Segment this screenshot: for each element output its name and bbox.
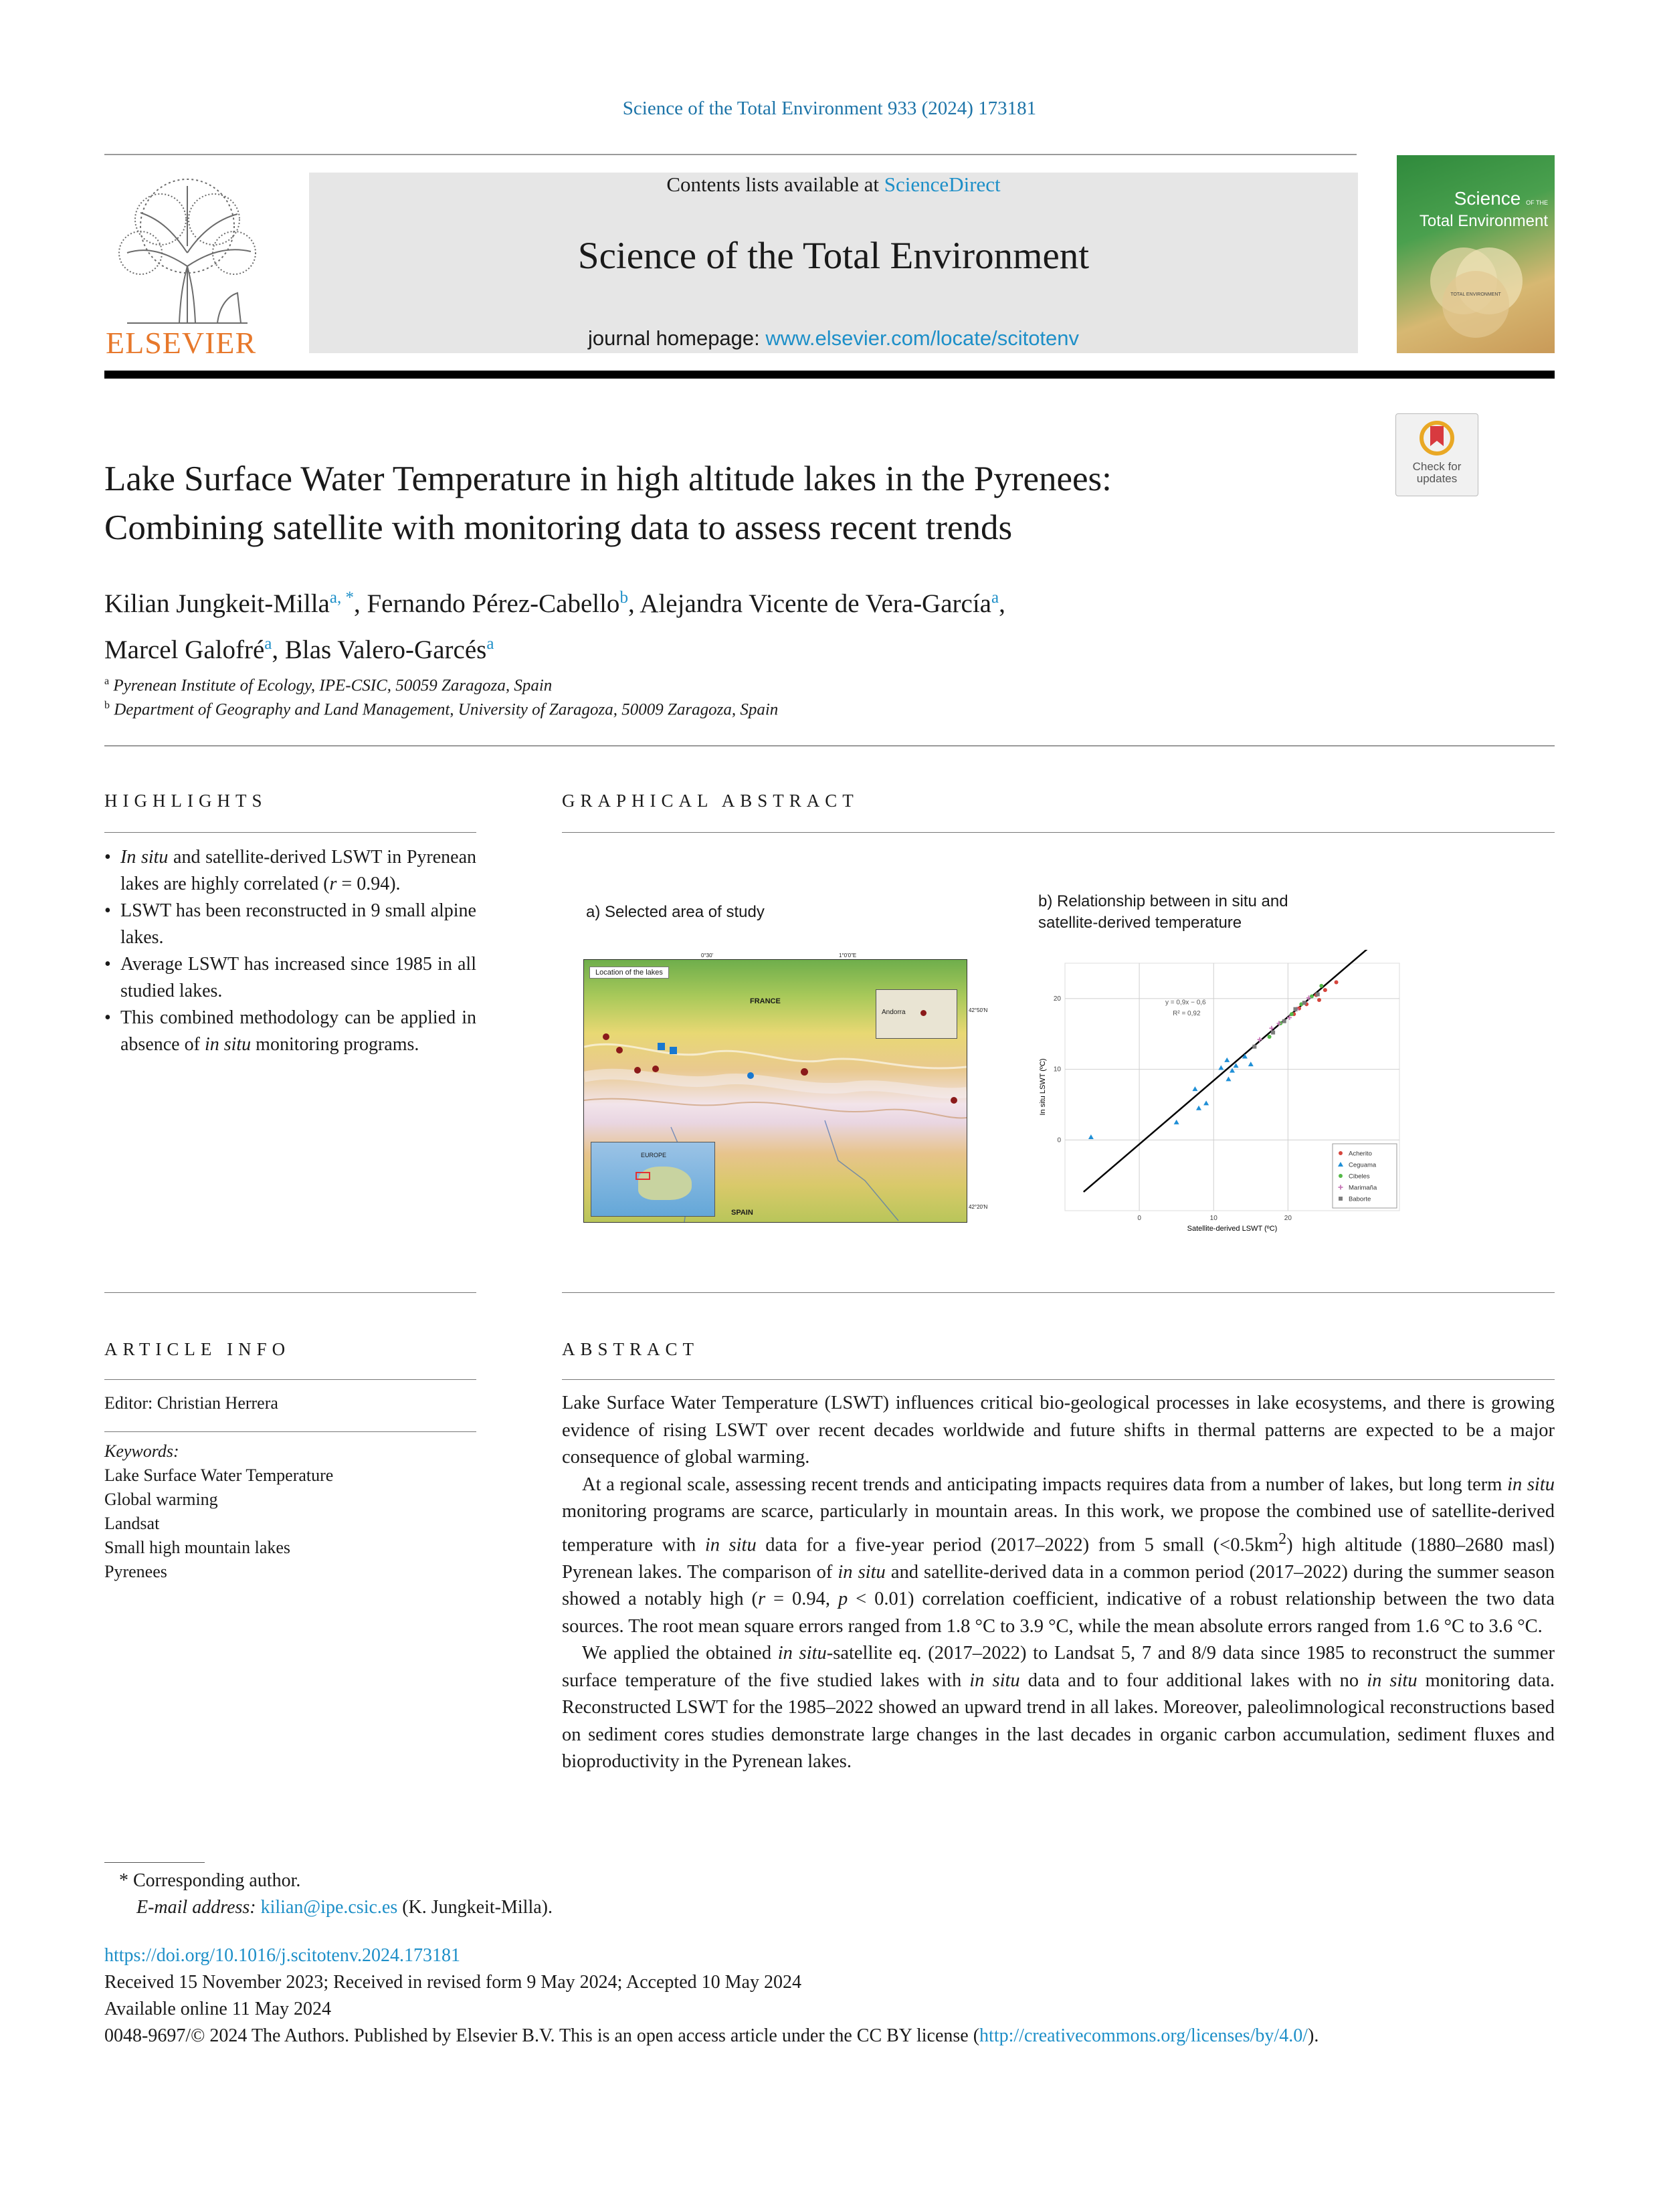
lake-marker[interactable] bbox=[747, 1072, 754, 1079]
data-point bbox=[1293, 1007, 1297, 1011]
available-online: Available online 11 May 2024 bbox=[104, 1999, 332, 2019]
keyword: Landsat bbox=[104, 1514, 160, 1533]
keyword: Lake Surface Water Temperature bbox=[104, 1466, 334, 1485]
data-point bbox=[1316, 993, 1320, 997]
abstract-paragraph: At a regional scale, assessing recent trends and anticipating impacts requires data from a number of lakes, but long term in situ monitoring programs are scarce, particularly in mountain areas. In this work, we propose the combined use of satellite-derived temperature with in situ data for a five-year period (2017–2022) from 5 small $(<0.5km^2)$ high altitude (1880–2680 masl) Pyrenean lakes. The comparison of in situ and satellite-derived data in a common period (2017–2022) during the summer season showed a notably high (r = 0.94, p < 0.01) correlation coefficient, indicative of a robust relationship between the two data sources. The root mean square errors ranged from 1.8 °C to 3.9 °C, while the mean absolute errors ranged from 1.6 °C to 3.6 °C. bbox=[562, 1474, 1555, 1637]
lake-marker[interactable] bbox=[658, 1043, 665, 1050]
cover-title: Science OF THE Total Environment bbox=[1419, 188, 1548, 230]
author-1[interactable]: Kilian Jungkeit-Milla bbox=[104, 589, 330, 618]
legend-label: Baborte bbox=[1349, 1195, 1371, 1203]
article-info-rule bbox=[104, 1379, 476, 1380]
data-point bbox=[1302, 1001, 1306, 1005]
publisher-name: ELSEVIER bbox=[106, 326, 257, 360]
affiliation-rule bbox=[104, 745, 1555, 746]
keywords-label: Keywords: bbox=[104, 1441, 179, 1461]
regression-equation: y = 0,9x − 0,6 bbox=[1165, 999, 1206, 1007]
y-tick-label: 10 bbox=[1053, 1066, 1061, 1074]
license-line: 0048-9697/© 2024 The Authors. Published by Elsevier B.V. This is an open access article under the CC BY license (http://creativecommons.org/licenses/by/4.0/). bbox=[104, 2025, 1319, 2046]
lake-marker[interactable] bbox=[670, 1047, 677, 1054]
andorra-label: Andorra bbox=[882, 1009, 906, 1016]
y-tick-label: 0 bbox=[1057, 1136, 1061, 1144]
header-thick-rule bbox=[104, 371, 1555, 379]
map-tick-lat1: 42°50'N bbox=[969, 1007, 988, 1013]
x-tick-label: 20 bbox=[1284, 1215, 1292, 1222]
europe-label: EUROPE bbox=[641, 1152, 667, 1159]
chart-caption: b) Relationship between in situ and satellite-derived temperature bbox=[1038, 892, 1288, 932]
graphical-abstract-rule bbox=[562, 832, 1555, 833]
article-info-heading: ARTICLE INFO bbox=[104, 1339, 291, 1359]
lake-marker[interactable] bbox=[801, 1068, 808, 1076]
email-link[interactable]: kilian@ipe.csic.es bbox=[260, 1897, 398, 1918]
legend-swatch bbox=[1339, 1174, 1343, 1178]
lake-marker[interactable] bbox=[616, 1047, 623, 1053]
abstract-body bbox=[562, 1390, 1555, 1776]
cover-graphic-icon bbox=[1416, 234, 1536, 348]
data-point bbox=[1297, 1007, 1301, 1011]
data-point bbox=[1323, 988, 1327, 992]
author-2[interactable]: Fernando Pérez-Cabello bbox=[367, 589, 620, 618]
map-caption: a) Selected area of study bbox=[586, 903, 765, 921]
highlight-item: • In situ and satellite-derived LSWT in Pyrenean lakes are highly correlated (r = 0.94). bbox=[104, 844, 476, 898]
abstract-paragraph: We applied the obtained in situ-satellite eq. (2017–2022) to Landsat 5, 7 and 8/9 data since 1985 to reconstruct the summer surface temperature of the five studied lakes with in situ data and to four additional lakes with no in situ monitoring data. Reconstructed LSWT for the 1985–2022 showed an upward trend in all lakes. Moreover, paleolimnological reconstructions based on sediment cores studies demonstrate large changes in the last decades in organic carbon accumulation, sediment fluxes and bioproductivity in the Pyrenean lakes. bbox=[562, 1643, 1555, 1772]
x-axis-label: Satellite-derived LSWT (ºC) bbox=[1187, 1225, 1278, 1233]
author-3[interactable]: Alejandra Vicente de Vera-García bbox=[640, 589, 991, 618]
data-point bbox=[1319, 984, 1323, 988]
legend-swatch bbox=[1339, 1197, 1343, 1201]
elsevier-tree-icon bbox=[100, 173, 274, 326]
bookmark-check-icon bbox=[1420, 421, 1454, 460]
lake-marker[interactable] bbox=[634, 1067, 641, 1074]
check-for-updates-badge[interactable] bbox=[1395, 413, 1478, 496]
abstract-rule bbox=[562, 1379, 1555, 1380]
legend-label: Cibeles bbox=[1349, 1173, 1370, 1181]
study-area-map[interactable] bbox=[583, 959, 967, 1223]
corresponding-author-note: * Corresponding author. bbox=[119, 1870, 301, 1891]
data-point bbox=[1271, 1031, 1275, 1035]
keyword: Global warming bbox=[104, 1490, 218, 1509]
cover-center-text: TOTAL ENVIRONMENT bbox=[1450, 292, 1501, 297]
legend-label: Acherito bbox=[1349, 1150, 1372, 1158]
highlight-item: • LSWT has been reconstructed in 9 small alpine lakes. bbox=[104, 898, 476, 951]
andorra-inset bbox=[876, 989, 957, 1039]
homepage-line: journal homepage: www.elsevier.com/locate/scitotenv bbox=[587, 326, 1080, 350]
keywords-rule bbox=[104, 1431, 476, 1432]
abstract-paragraph: Lake Surface Water Temperature (LSWT) influences critical bio-geological processes in lake ecosystems, and there is growing evidence of rising LSWT over recent decades worldwide and future shifts in thermal patterns are expected to be a major consequence of global warming. bbox=[562, 1393, 1555, 1468]
contents-line: Contents lists available at ScienceDirect bbox=[666, 173, 1001, 196]
header-rule bbox=[104, 154, 1357, 155]
data-point bbox=[1335, 981, 1339, 985]
highlight-item: • This combined methodology can be applied in absence of in situ monitoring programs. bbox=[104, 1005, 476, 1058]
x-tick-label: 10 bbox=[1209, 1215, 1217, 1222]
map-legend-box: Location of the lakes bbox=[589, 967, 669, 979]
y-axis-label: In situ LSWT (ºC) bbox=[1039, 1058, 1047, 1116]
footnote-rule bbox=[104, 1862, 205, 1863]
lake-marker[interactable] bbox=[951, 1097, 957, 1104]
data-point bbox=[1268, 1035, 1272, 1039]
regression-r2: R² = 0,92 bbox=[1173, 1010, 1201, 1018]
map-tick-lon2: 1°0'0"E bbox=[839, 952, 857, 959]
email-note: E-mail address: kilian@ipe.csic.es (K. Jungkeit-Milla). bbox=[136, 1897, 553, 1918]
author-5[interactable]: Blas Valero-Garcés bbox=[284, 635, 487, 664]
data-point bbox=[1290, 1012, 1294, 1016]
legend-label: Ceguama bbox=[1349, 1161, 1377, 1169]
lake-marker[interactable] bbox=[920, 1010, 926, 1016]
data-point bbox=[1317, 998, 1321, 1002]
lake-marker[interactable] bbox=[603, 1033, 609, 1040]
author-list: Kilian Jungkeit-Milla$^{a, *}$, Fernando Pérez-Cabello$^b$, Alejandra Vicente de Vera-García$^a$, Marcel Galofré$^a$, Blas Valero-Garcés$^a$ bbox=[104, 589, 1005, 664]
journal-title: Science of the Total Environment bbox=[577, 235, 1090, 277]
scatter-chart bbox=[1028, 950, 1416, 1251]
map-label-france: FRANCE bbox=[750, 997, 781, 1005]
keyword: Small high mountain lakes bbox=[104, 1538, 291, 1557]
data-point bbox=[1252, 1045, 1256, 1049]
lake-marker[interactable] bbox=[652, 1066, 659, 1072]
map-tick-lat2: 42°20'N bbox=[969, 1204, 988, 1210]
keyword: Pyrenees bbox=[104, 1562, 167, 1581]
right-section-rule bbox=[562, 1292, 1555, 1293]
doi-link[interactable]: https://doi.org/10.1016/j.scitotenv.2024.173181 bbox=[104, 1945, 460, 1966]
graphical-abstract-heading: GRAPHICAL ABSTRACT bbox=[562, 791, 859, 811]
legend-swatch bbox=[1339, 1151, 1343, 1155]
y-tick-label: 20 bbox=[1053, 995, 1061, 1003]
abstract-heading: ABSTRACT bbox=[562, 1339, 700, 1359]
elsevier-logo[interactable] bbox=[100, 173, 274, 360]
map-label-spain: SPAIN bbox=[731, 1209, 753, 1217]
editor-line: Editor: Christian Herrera bbox=[104, 1393, 278, 1413]
sciencedirect-link[interactable]: ScienceDirect bbox=[884, 173, 1001, 196]
highlight-item: • Average LSWT has increased since 1985 in all studied lakes. bbox=[104, 951, 476, 1005]
highlights-list bbox=[104, 844, 476, 1058]
affiliation-b: $^b$ Department of Geography and Land Management, University of Zaragoza, 50009 Zaragoza, Spain bbox=[104, 700, 779, 719]
chart-legend bbox=[1333, 1144, 1397, 1208]
left-section-rule bbox=[104, 1292, 476, 1293]
legend-label: Marimaña bbox=[1349, 1184, 1377, 1192]
x-tick-label: 0 bbox=[1137, 1215, 1141, 1222]
homepage-link[interactable]: www.elsevier.com/locate/scitotenv bbox=[765, 326, 1080, 350]
received-dates: Received 15 November 2023; Received in revised form 9 May 2024; Accepted 10 May 2024 bbox=[104, 1972, 801, 1993]
author-4[interactable]: Marcel Galofré bbox=[104, 635, 265, 664]
journal-citation-link[interactable]: Science of the Total Environment 933 (2024) 173181 bbox=[622, 98, 1037, 119]
check-updates-label: Check for updates bbox=[1412, 460, 1462, 485]
affiliation-a: $^a$ Pyrenean Institute of Ecology, IPE-CSIC, 50059 Zaragoza, Spain bbox=[104, 676, 553, 695]
highlights-rule bbox=[104, 832, 476, 833]
study-area-box bbox=[636, 1172, 650, 1180]
keywords-block bbox=[104, 1439, 333, 1584]
journal-cover-thumbnail[interactable] bbox=[1397, 155, 1555, 353]
article-title: Lake Surface Water Temperature in high altitude lakes in the Pyrenees: Combining satellite with monitoring data to assess recent trends bbox=[104, 460, 1112, 547]
highlights-heading: HIGHLIGHTS bbox=[104, 791, 268, 811]
license-link[interactable]: http://creativecommons.org/licenses/by/4.0/ bbox=[979, 2025, 1308, 2046]
map-tick-lon1: 0°30' bbox=[701, 952, 714, 959]
data-point bbox=[1282, 1019, 1286, 1023]
europe-inset bbox=[591, 1142, 715, 1217]
